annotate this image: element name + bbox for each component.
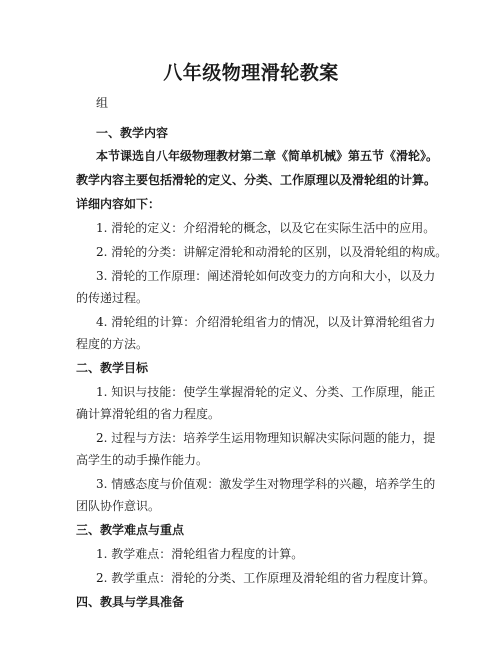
section-heading-objectives: 二、教学目标 xyxy=(76,361,149,375)
section-heading-materials: 四、教具与学具准备 xyxy=(76,595,185,609)
list-item: 1. 滑轮的定义：介绍滑轮的概念，以及它在实际生活中的应用。 xyxy=(96,221,436,235)
list-item: 1. 知识与技能：使学生掌握滑轮的定义、分类、工作原理，能正 xyxy=(96,385,436,399)
list-item-continuation: 高学生的动手操作能力。 xyxy=(76,453,209,467)
section-heading-difficulties: 三、教学难点与重点 xyxy=(76,523,185,537)
list-item: 4. 滑轮组的计算：介绍滑轮组省力的情况，以及计算滑轮组省力 xyxy=(96,315,436,329)
list-item-continuation: 团队协作意识。 xyxy=(76,499,161,513)
section-intro-line: 本节课选自八年级物理教材第二章《简单机械》第五节《滑轮》。 xyxy=(96,149,439,163)
list-item: 3. 情感态度与价值观：激发学生对物理学科的兴趣，培养学生的 xyxy=(96,477,436,491)
section-intro-line: 详细内容如下： xyxy=(76,197,161,211)
list-item-continuation: 确计算滑轮组的省力程度。 xyxy=(76,407,221,421)
section-heading-content: 一、教学内容 xyxy=(96,126,169,140)
list-item: 2. 教学重点：滑轮的分类、工作原理及滑轮组的省力程度计算。 xyxy=(96,571,436,585)
list-item-continuation: 的传递过程。 xyxy=(76,291,149,305)
list-item: 3. 滑轮的工作原理：阐述滑轮如何改变力的方向和大小，以及力 xyxy=(96,269,436,283)
list-item: 2. 滑轮的分类：讲解定滑轮和动滑轮的区别，以及滑轮组的构成。 xyxy=(96,245,448,259)
list-item: 2. 过程与方法：培养学生运用物理知识解决实际问题的能力，提 xyxy=(96,431,436,445)
section-intro-line: 教学内容主要包括滑轮的定义、分类、工作原理以及滑轮组的计算。 xyxy=(76,173,437,187)
group-label: 组 xyxy=(96,96,109,110)
list-item-continuation: 程度的方法。 xyxy=(76,337,149,351)
document-title: 八年级物理滑轮教案 xyxy=(163,62,339,84)
list-item: 1. 教学难点：滑轮组省力程度的计算。 xyxy=(96,547,304,561)
